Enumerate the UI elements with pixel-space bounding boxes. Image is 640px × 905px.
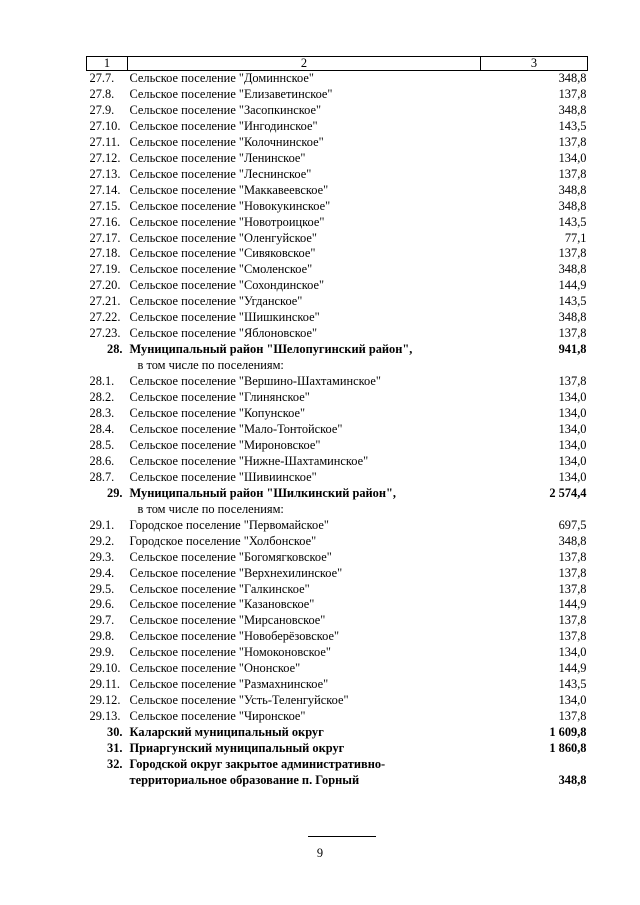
table-row — [87, 215, 588, 231]
row-value: 134,0 — [558, 390, 587, 405]
table-row — [87, 550, 588, 566]
row-number: 27.18. — [89, 246, 121, 261]
row-name: Сельское поселение "Смоленское" — [129, 262, 313, 277]
row-value: 1 860,8 — [549, 741, 587, 756]
row-name: Сельское поселение "Сохондинское" — [129, 278, 325, 293]
header-row — [87, 57, 588, 71]
row-number: 27.11. — [89, 134, 121, 149]
table-row — [87, 71, 588, 87]
table-row — [87, 518, 588, 534]
row-value: 137,8 — [558, 629, 587, 644]
table-row — [87, 358, 588, 374]
row-number: 29.2. — [89, 533, 115, 548]
row-number: 28.3. — [89, 406, 115, 421]
row-value: 348,8 — [558, 772, 587, 787]
table-row — [87, 135, 588, 151]
row-value: 137,8 — [558, 565, 587, 580]
table-row — [87, 709, 588, 725]
row-name: Сельское поселение "Доминнское" — [129, 71, 314, 85]
row-name: Сельское поселение "Елизаветинское" — [129, 86, 333, 101]
table-row — [87, 183, 588, 199]
table-row — [87, 645, 588, 661]
row-name: Сельское поселение "Вершино-Шахтаминское" — [129, 374, 381, 389]
table-row — [87, 262, 588, 278]
row-value: 134,0 — [558, 453, 587, 468]
row-number: 31. — [107, 741, 123, 756]
row-value: 137,8 — [558, 246, 587, 261]
table-row — [87, 342, 588, 358]
row-number: 27.23. — [89, 326, 121, 341]
row-name: Приаргунский муниципальный округ — [129, 741, 345, 756]
row-name: Сельское поселение "Засопкинское" — [129, 102, 322, 117]
row-value: 348,8 — [558, 262, 587, 277]
row-name: Сельское поселение "Новотроицкое" — [129, 214, 325, 229]
row-name: Сельское поселение "Мирсановское" — [129, 613, 326, 628]
row-name: Каларский муниципальный округ — [129, 725, 324, 740]
row-number: 27.19. — [89, 262, 121, 277]
row-number: 28.4. — [89, 421, 115, 436]
row-name: Сельское поселение "Шивиинское" — [129, 469, 317, 484]
row-number: 29.13. — [89, 709, 121, 724]
row-value — [481, 757, 588, 773]
row-value: 941,8 — [558, 342, 587, 357]
row-value: 134,0 — [558, 645, 587, 660]
row-number: 29.3. — [89, 549, 115, 564]
page-number: 9 — [316, 846, 324, 860]
row-value: 143,5 — [558, 118, 587, 133]
row-number: 28.5. — [89, 437, 115, 452]
header-col-3: 3 — [481, 57, 588, 71]
row-name: Сельское поселение "Оленгуйское" — [129, 230, 317, 245]
row-name: Сельское поселение "Ононское" — [129, 661, 301, 676]
row-number: 27.17. — [89, 230, 121, 245]
row-name: Сельское поселение "Нижне-Шахтаминское" — [129, 453, 369, 468]
row-number: 29. — [107, 485, 123, 500]
table-row — [87, 87, 588, 103]
row-number: 32. — [107, 756, 123, 771]
row-name: Сельское поселение "Новоберёзовское" — [129, 629, 339, 644]
row-value: 77,1 — [564, 230, 587, 245]
row-value: 144,9 — [558, 661, 587, 676]
table-row — [87, 486, 588, 502]
row-name: Сельское поселение "Копунское" — [129, 406, 306, 421]
table-row — [87, 502, 588, 518]
table-row — [87, 757, 588, 773]
row-number: 29.7. — [89, 613, 115, 628]
row-name: Городское поселение "Первомайское" — [129, 517, 329, 532]
row-value: 143,5 — [558, 677, 587, 692]
row-name: территориальное образование п. Горный — [129, 772, 360, 787]
row-name: Сельское поселение "Мироновское" — [129, 437, 321, 452]
row-number: 29.6. — [89, 597, 115, 612]
table-row — [87, 725, 588, 741]
footer-rule — [308, 836, 376, 837]
table-row — [87, 661, 588, 677]
table-row — [87, 454, 588, 470]
row-number: 29.8. — [89, 629, 115, 644]
row-value: 134,0 — [558, 150, 587, 165]
row-name: Сельское поселение "Номоконовское" — [129, 645, 331, 660]
row-name: Сельское поселение "Ингодинское" — [129, 118, 318, 133]
row-value: 143,5 — [558, 214, 587, 229]
row-value: 348,8 — [558, 102, 587, 117]
table-row — [87, 246, 588, 262]
row-number: 27.7. — [89, 71, 115, 85]
table-row — [87, 103, 588, 119]
row-name: Сельское поселение "Угданское" — [129, 294, 303, 309]
row-name: Муниципальный район "Шелопугинский район", — [129, 342, 413, 357]
row-value: 137,8 — [558, 134, 587, 149]
row-value: 137,8 — [558, 86, 587, 101]
row-value: 348,8 — [558, 182, 587, 197]
row-value: 1 609,8 — [549, 725, 587, 740]
row-number: 28.2. — [89, 390, 115, 405]
table-row — [87, 629, 588, 645]
row-number — [87, 502, 128, 518]
table-row — [87, 406, 588, 422]
row-name: Сельское поселение "Усть-Теленгуйское" — [129, 693, 349, 708]
row-name: в том числе по поселениям: — [137, 358, 284, 373]
row-name: Сельское поселение "Шишкинское" — [129, 310, 320, 325]
table-row — [87, 534, 588, 550]
table-row — [87, 470, 588, 486]
table-row — [87, 278, 588, 294]
row-name: Сельское поселение "Леснинское" — [129, 166, 312, 181]
row-number: 27.8. — [89, 86, 115, 101]
row-value: 137,8 — [558, 613, 587, 628]
table-row — [87, 677, 588, 693]
row-number: 27.12. — [89, 150, 121, 165]
row-value: 348,8 — [558, 310, 587, 325]
table-row — [87, 199, 588, 215]
row-name: Городской округ закрытое административно- — [129, 756, 386, 771]
row-value: 134,0 — [558, 406, 587, 421]
row-number: 30. — [107, 725, 123, 740]
row-value: 137,8 — [558, 166, 587, 181]
row-number: 28. — [107, 342, 123, 357]
row-name: Сельское поселение "Богомягковское" — [129, 549, 332, 564]
row-value — [481, 358, 588, 374]
row-name: Сельское поселение "Новокукинское" — [129, 198, 331, 213]
row-value: 134,0 — [558, 693, 587, 708]
table-row — [87, 422, 588, 438]
row-name: Сельское поселение "Мало-Тонтойское" — [129, 421, 343, 436]
row-number: 27.10. — [89, 118, 121, 133]
table-row — [87, 374, 588, 390]
row-name: Сельское поселение "Чиронское" — [129, 709, 306, 724]
row-name: Сельское поселение "Сивяковское" — [129, 246, 316, 261]
table-row — [87, 310, 588, 326]
row-value: 348,8 — [558, 533, 587, 548]
row-name: Сельское поселение "Казановское" — [129, 597, 315, 612]
row-value: 144,9 — [558, 597, 587, 612]
row-number: 27.20. — [89, 278, 121, 293]
row-name: Муниципальный район "Шилкинский район", — [129, 485, 396, 500]
row-number: 27.14. — [89, 182, 121, 197]
row-name: Сельское поселение "Колочнинское" — [129, 134, 324, 149]
row-number: 27.21. — [89, 294, 121, 309]
row-number: 29.12. — [89, 693, 121, 708]
table-row — [87, 693, 588, 709]
table-row — [87, 390, 588, 406]
table-row — [87, 741, 588, 757]
row-number: 28.1. — [89, 374, 115, 389]
header-col-1: 1 — [87, 57, 128, 71]
row-value: 143,5 — [558, 294, 587, 309]
row-number: 29.10. — [89, 661, 121, 676]
table-row — [87, 773, 588, 789]
row-value: 348,8 — [558, 71, 587, 85]
row-name: Сельское поселение "Размахнинское" — [129, 677, 329, 692]
row-name: Сельское поселение "Глинянское" — [129, 390, 310, 405]
table-row — [87, 582, 588, 598]
row-name: Сельское поселение "Ленинское" — [129, 150, 306, 165]
table-row — [87, 326, 588, 342]
row-number: 29.5. — [89, 581, 115, 596]
row-value: 137,8 — [558, 709, 587, 724]
row-name: Сельское поселение "Маккавеевское" — [129, 182, 329, 197]
row-value: 134,0 — [558, 469, 587, 484]
row-value: 137,8 — [558, 549, 587, 564]
table-row — [87, 294, 588, 310]
table-body — [87, 71, 588, 789]
row-number: 29.1. — [89, 517, 115, 532]
table-row — [87, 119, 588, 135]
row-name: Сельское поселение "Галкинское" — [129, 581, 310, 596]
allocation-table — [86, 56, 588, 789]
row-number: 27.15. — [89, 198, 121, 213]
row-number: 29.11. — [89, 677, 121, 692]
table-row — [87, 151, 588, 167]
row-value: 697,5 — [558, 517, 587, 532]
header-col-2: 2 — [128, 57, 481, 71]
table-row — [87, 597, 588, 613]
row-number: 27.9. — [89, 102, 115, 117]
row-number: 29.4. — [89, 565, 115, 580]
row-number: 28.7. — [89, 469, 115, 484]
table-row — [87, 613, 588, 629]
row-value: 134,0 — [558, 437, 587, 452]
row-value: 137,8 — [558, 581, 587, 596]
row-name: Сельское поселение "Верхнехилинское" — [129, 565, 343, 580]
row-number: 28.6. — [89, 453, 115, 468]
table-row — [87, 231, 588, 247]
row-number — [87, 773, 128, 789]
row-name: Сельское поселение "Яблоновское" — [129, 326, 318, 341]
document-page — [86, 56, 587, 789]
row-number: 29.9. — [89, 645, 115, 660]
table-row — [87, 566, 588, 582]
row-number: 27.22. — [89, 310, 121, 325]
row-value: 2 574,4 — [549, 485, 587, 500]
row-value — [481, 502, 588, 518]
row-name: в том числе по поселениям: — [137, 501, 284, 516]
table-header — [87, 57, 588, 71]
row-value: 137,8 — [558, 326, 587, 341]
row-value: 137,8 — [558, 374, 587, 389]
row-value: 348,8 — [558, 198, 587, 213]
row-value: 134,0 — [558, 421, 587, 436]
row-number — [87, 358, 128, 374]
row-name: Городское поселение "Холбонское" — [129, 533, 317, 548]
row-number: 27.16. — [89, 214, 121, 229]
table-row — [87, 167, 588, 183]
table-row — [87, 438, 588, 454]
row-number: 27.13. — [89, 166, 121, 181]
row-value: 144,9 — [558, 278, 587, 293]
